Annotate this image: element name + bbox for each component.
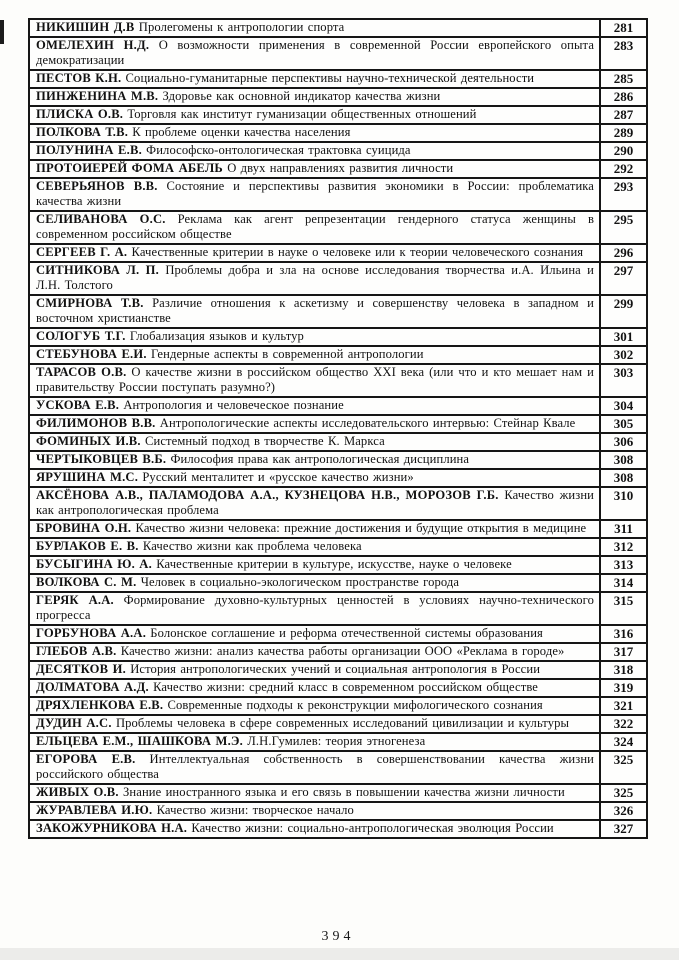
footer-page-number: 394 [321, 929, 355, 944]
table-row [29, 643, 647, 661]
entry-page-number: 286 [600, 88, 647, 106]
table-row [29, 397, 647, 415]
entry-author: СЕВЕРЬЯНОВ В.В. [36, 179, 158, 193]
entry-page-number: 285 [600, 70, 647, 88]
table-row [29, 124, 647, 142]
entry-page-number: 317 [600, 643, 647, 661]
entry-author: ПОЛКОВА Т.В. [36, 125, 129, 139]
entry-title: О качестве жизни в российском общество XXI века (или что и кто мешает нам и правительству России поступать разумно?) [36, 365, 595, 394]
entry-title: Знание иностранного языка и его связь в повышении качества жизни личности [123, 785, 565, 799]
toc-table [28, 18, 648, 839]
entry-cell [29, 538, 600, 556]
entry-title: Торговля как институт гуманизации общественных отношений [127, 107, 477, 121]
entry-title: Антропологические аспекты исследовательского интервью: Стейнар Квале [159, 416, 576, 430]
entry-page-number: 308 [600, 451, 647, 469]
entry-cell [29, 397, 600, 415]
entry-cell [29, 520, 600, 538]
entry-page-number: 305 [600, 415, 647, 433]
table-row [29, 469, 647, 487]
table-row [29, 751, 647, 784]
entry-cell [29, 364, 600, 397]
entry-author: СТЕБУНОВА Е.И. [36, 347, 147, 361]
entry-page-number: 310 [600, 487, 647, 520]
table-row [29, 592, 647, 625]
entry-page-number: 311 [600, 520, 647, 538]
entry-page-number: 325 [600, 784, 647, 802]
entry-author: ПИНЖЕНИНА М.В. [36, 89, 159, 103]
entry-cell [29, 262, 600, 295]
entry-title: О возможности применения в современной России европейского опыта демократизации [36, 38, 595, 67]
entry-title: Антропология и человеческое познание [123, 398, 344, 412]
table-row [29, 538, 647, 556]
entry-cell [29, 751, 600, 784]
entry-page-number: 287 [600, 106, 647, 124]
entry-page-number: 318 [600, 661, 647, 679]
entry-cell [29, 70, 600, 88]
entry-cell [29, 487, 600, 520]
table-row [29, 661, 647, 679]
table-row [29, 346, 647, 364]
entry-title: К проблеме оценки качества населения [132, 125, 351, 139]
entry-page-number: 295 [600, 211, 647, 244]
entry-cell [29, 715, 600, 733]
entry-title: Качество жизни: творческое начало [156, 803, 354, 817]
entry-cell [29, 574, 600, 592]
entry-author: ПОЛУНИНА Е.В. [36, 143, 142, 157]
entry-page-number: 304 [600, 397, 647, 415]
entry-page-number: 303 [600, 364, 647, 397]
entry-cell [29, 784, 600, 802]
entry-author: ВОЛКОВА С. М. [36, 575, 137, 589]
entry-title: Глобализация языков и культур [129, 329, 304, 343]
entry-page-number: 297 [600, 262, 647, 295]
toc-table-body [29, 19, 647, 838]
entry-author: ОМЕЛЕХИН Н.Д. [36, 38, 150, 52]
entry-author: ЕЛЬЦЕВА Е.М., ШАШКОВА М.Э. [36, 734, 244, 748]
entry-cell [29, 106, 600, 124]
entry-cell [29, 592, 600, 625]
entry-title: Качество жизни как антропологическая проблема [36, 488, 595, 517]
entry-page-number: 321 [600, 697, 647, 715]
bottom-scan-shade [0, 948, 679, 960]
entry-title: Гендерные аспекты в современной антропологии [151, 347, 424, 361]
entry-author: СИТНИКОВА Л. П. [36, 263, 160, 277]
entry-title: Качество жизни: средний класс в современном российском обществе [153, 680, 538, 694]
entry-page-number: 322 [600, 715, 647, 733]
table-row [29, 70, 647, 88]
entry-title: Л.Н.Гумилев: теория этногенеза [247, 734, 426, 748]
table-row [29, 295, 647, 328]
entry-page-number: 281 [600, 19, 647, 37]
entry-title: Качество жизни человека: прежние достижения и будущие открытия в медицине [135, 521, 587, 535]
table-row [29, 142, 647, 160]
entry-author: ПЛИСКА О.В. [36, 107, 124, 121]
entry-title: Проблемы человека в сфере современных исследований цивилизации и культуры [115, 716, 570, 730]
table-row [29, 364, 647, 397]
entry-title: Формирование духовно-культурных ценностей в условиях научно-технического прогресса [36, 593, 595, 622]
entry-cell [29, 346, 600, 364]
table-row [29, 451, 647, 469]
entry-cell [29, 295, 600, 328]
entry-cell [29, 625, 600, 643]
entry-title: Реклама как агент репрезентации гендерного статуса женщины в современном российском обществе [36, 212, 594, 241]
entry-title: Качество жизни как проблема человека [142, 539, 362, 553]
entry-title: Проблемы добра и зла на основе исследования творчества и.А. Ильина и Л.Н. Толстого [36, 263, 594, 292]
table-row [29, 211, 647, 244]
entry-title: Русский менталитет и «русское качество жизни» [142, 470, 414, 484]
entry-page-number: 302 [600, 346, 647, 364]
entry-page-number: 290 [600, 142, 647, 160]
entry-author: ГЕРЯК А.А. [36, 593, 114, 607]
entry-page-number: 293 [600, 178, 647, 211]
table-row [29, 160, 647, 178]
table-row [29, 697, 647, 715]
table-row [29, 19, 647, 37]
table-row [29, 262, 647, 295]
entry-page-number: 306 [600, 433, 647, 451]
entry-author: СМИРНОВА Т.В. [36, 296, 144, 310]
table-row [29, 802, 647, 820]
entry-page-number: 314 [600, 574, 647, 592]
entry-cell [29, 37, 600, 70]
entry-author: ГОРБУНОВА А.А. [36, 626, 147, 640]
entry-cell [29, 244, 600, 262]
entry-title: Системный подход в творчестве К. Маркса [145, 434, 385, 448]
entry-author: СОЛОГУБ Т.Г. [36, 329, 126, 343]
entry-title: Философия права как антропологическая дисциплина [170, 452, 470, 466]
entry-page-number: 312 [600, 538, 647, 556]
table-row [29, 37, 647, 70]
entry-author: ДЕСЯТКОВ И. [36, 662, 126, 676]
entry-title: Болонское соглашение и реформа отечественной системы образования [150, 626, 543, 640]
entry-title: Различие отношения к аскетизму и совершенству человека в западном и восточном христианстве [36, 296, 594, 325]
entry-author: ЗАКОЖУРНИКОВА Н.А. [36, 821, 188, 835]
entry-author: ДОЛМАТОВА А.Д. [36, 680, 149, 694]
entry-author: ЯРУШИНА М.С. [36, 470, 139, 484]
table-row [29, 574, 647, 592]
table-row [29, 106, 647, 124]
scan-edge-mark [0, 20, 4, 44]
entry-cell [29, 661, 600, 679]
entry-title: Качество жизни: социально-антропологическая эволюция России [191, 821, 554, 835]
entry-page-number: 299 [600, 295, 647, 328]
entry-title: Философско-онтологическая трактовка суицида [146, 143, 411, 157]
entry-author: БУРЛАКОВ Е. В. [36, 539, 139, 553]
entry-title: Качественные критерии в науке о человеке или к теории человеческого сознания [131, 245, 584, 259]
table-row [29, 784, 647, 802]
entry-author: ПЕСТОВ К.Н. [36, 71, 122, 85]
entry-cell [29, 556, 600, 574]
entry-cell [29, 643, 600, 661]
entry-cell [29, 451, 600, 469]
entry-cell [29, 88, 600, 106]
table-row [29, 88, 647, 106]
entry-title: Пролегомены к антропологии спорта [138, 20, 345, 34]
entry-author: ДУДИН А.С. [36, 716, 112, 730]
table-row [29, 244, 647, 262]
entry-author: ЖИВЫХ О.В. [36, 785, 119, 799]
entry-author: АКСЁНОВА А.В., ПАЛАМОДОВА А.А., КУЗНЕЦОВА Н.В., МОРОЗОВ Г.Б. [36, 488, 499, 502]
entry-page-number: 319 [600, 679, 647, 697]
table-row [29, 415, 647, 433]
entry-cell [29, 142, 600, 160]
entry-author: ТАРАСОВ О.В. [36, 365, 127, 379]
entry-page-number: 301 [600, 328, 647, 346]
entry-author: ЖУРАВЛЕВА И.Ю. [36, 803, 153, 817]
entry-page-number: 324 [600, 733, 647, 751]
entry-author: ЕГОРОВА Е.В. [36, 752, 136, 766]
entry-cell [29, 160, 600, 178]
entry-cell [29, 19, 600, 37]
entry-page-number: 292 [600, 160, 647, 178]
entry-author: БУСЫГИНА Ю. А. [36, 557, 152, 571]
table-row [29, 625, 647, 643]
entry-cell [29, 124, 600, 142]
entry-page-number: 326 [600, 802, 647, 820]
entry-cell [29, 211, 600, 244]
entry-author: УСКОВА Е.В. [36, 398, 120, 412]
table-row [29, 733, 647, 751]
entry-author: ДРЯХЛЕНКОВА Е.В. [36, 698, 164, 712]
table-row [29, 715, 647, 733]
table-row [29, 433, 647, 451]
entry-page-number: 283 [600, 37, 647, 70]
entry-cell [29, 328, 600, 346]
entry-cell [29, 679, 600, 697]
table-row [29, 178, 647, 211]
entry-page-number: 308 [600, 469, 647, 487]
entry-title: Состояние и перспективы развития экономики в России: проблематика качества жизни [36, 179, 595, 208]
entry-author: ФИЛИМОНОВ В.В. [36, 416, 156, 430]
entry-cell [29, 433, 600, 451]
table-row [29, 520, 647, 538]
entry-cell [29, 415, 600, 433]
entry-author: ГЛЕБОВ А.В. [36, 644, 117, 658]
entry-author: СЕЛИВАНОВА О.С. [36, 212, 166, 226]
entry-page-number: 327 [600, 820, 647, 838]
entry-title: Человек в социально-экологическом пространстве города [140, 575, 460, 589]
entry-author: БРОВИНА О.Н. [36, 521, 132, 535]
entry-title: Интеллектуальная собственность в совершенствовании качества жизни российского общества [36, 752, 595, 781]
entry-cell [29, 697, 600, 715]
entry-page-number: 289 [600, 124, 647, 142]
entry-cell [29, 802, 600, 820]
table-row [29, 820, 647, 838]
table-row [29, 328, 647, 346]
table-row [29, 679, 647, 697]
entry-author: ПРОТОИЕРЕЙ ФОМА АБЕЛЬ [36, 161, 223, 175]
entry-title: Современные подходы к реконструкции мифологического сознания [167, 698, 543, 712]
entry-author: ЧЕРТЫКОВЦЕВ В.Б. [36, 452, 167, 466]
entry-title: Здоровье как основной индикатор качества жизни [162, 89, 441, 103]
entry-page-number: 325 [600, 751, 647, 784]
entry-author: НИКИШИН Д.В [36, 20, 135, 34]
entry-page-number: 296 [600, 244, 647, 262]
entry-page-number: 313 [600, 556, 647, 574]
table-row [29, 556, 647, 574]
entry-cell [29, 469, 600, 487]
entry-cell [29, 820, 600, 838]
entry-page-number: 315 [600, 592, 647, 625]
entry-cell [29, 733, 600, 751]
entry-cell [29, 178, 600, 211]
table-row [29, 487, 647, 520]
entry-author: ФОМИНЫХ И.В. [36, 434, 141, 448]
entry-title: О двух направлениях развития личности [227, 161, 454, 175]
entry-page-number: 316 [600, 625, 647, 643]
entry-author: СЕРГЕЕВ Г. А. [36, 245, 128, 259]
entry-title: Социально-гуманитарные перспективы научно-технической деятельности [125, 71, 535, 85]
entry-title: История антропологических учений и социальная антропология в России [130, 662, 541, 676]
entry-title: Качественные критерии в культуре, искусстве, науке о человеке [156, 557, 512, 571]
entry-title: Качество жизни: анализ качества работы организации ООО «Реклама в городе» [120, 644, 565, 658]
